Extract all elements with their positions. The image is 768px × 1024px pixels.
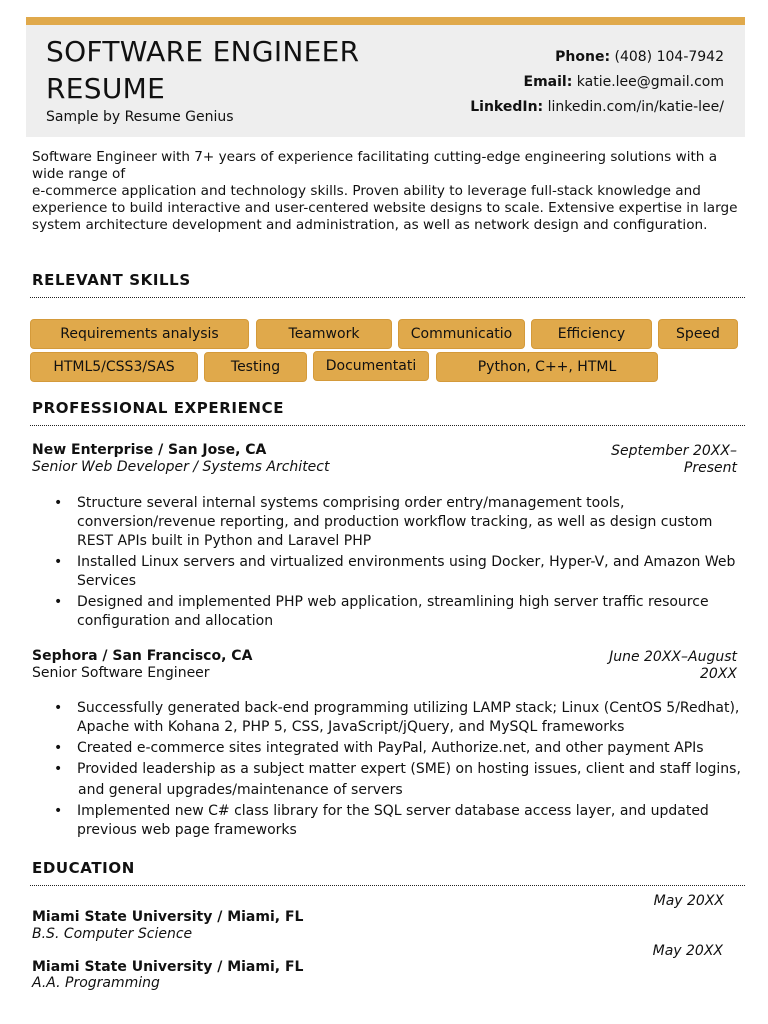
- experience-divider: [30, 425, 745, 426]
- skill-chip: Speed: [658, 319, 738, 349]
- job-2-date-start: June 20XX–August: [609, 649, 737, 665]
- job-1-bullets: [54, 494, 742, 633]
- summary-line-1: Software Engineer with 7+ years of experience facilitating cutting-edge engineering solutions with a wide range of: [32, 149, 718, 182]
- resume-subtitle: Sample by Resume Genius: [46, 109, 234, 125]
- list-item: • Implemented new C# class library for the SQL server database access layer, and updated previous web page frameworks: [54, 802, 742, 840]
- skills-heading: RELEVANT SKILLS: [32, 271, 191, 289]
- skill-chip: HTML5/CSS3/SAS: [30, 352, 198, 382]
- edu-2-date: May 20XX: [652, 943, 723, 959]
- job-2-company: Sephora / San Francisco, CA: [32, 648, 253, 664]
- job-2-date-end: 20XX: [700, 666, 737, 682]
- accent-top-bar: [26, 17, 745, 25]
- linkedin-label: LinkedIn:: [470, 99, 544, 115]
- phone-value: (408) 104-7942: [614, 49, 724, 65]
- list-item: • Successfully generated back-end programming utilizing LAMP stack; Linux (CentOS 5/Redhat), Apache with Kohana 2, PHP 5, CSS, JavaScript/jQuery, and MySQL frameworks: [54, 699, 742, 737]
- edu-2-degree: A.A. Programming: [32, 975, 160, 991]
- skill-chip: Requirements analysis: [30, 319, 249, 349]
- linkedin-value[interactable]: linkedin.com/in/katie-lee/: [547, 99, 724, 115]
- skill-chip: Teamwork: [256, 319, 392, 349]
- skill-chip: Python, C++, HTML: [436, 352, 658, 382]
- experience-heading: PROFESSIONAL EXPERIENCE: [32, 399, 285, 417]
- email-label: Email:: [523, 74, 573, 90]
- edu-1-date: May 20XX: [653, 893, 724, 909]
- education-divider: [30, 885, 745, 886]
- job-2-bullets: [54, 699, 742, 842]
- edu-2-school: Miami State University / Miami, FL: [32, 959, 304, 975]
- job-1-date: [611, 443, 737, 477]
- linkedin-row: [470, 95, 724, 120]
- phone-label: Phone:: [555, 49, 611, 65]
- skills-divider: [30, 297, 745, 298]
- job-2-date: [609, 649, 737, 683]
- resume-title: SOFTWARE ENGINEER RESUME: [46, 35, 360, 105]
- summary-line-2: e-commerce application and technology skills. Proven ability to leverage full-stack knowledge and experience to build interactive and user-centered website designs to scale. Extensive expertise in large system architecture development and administration, as well as network design and configuration.: [32, 183, 738, 233]
- skill-chip: Testing: [204, 352, 307, 382]
- list-item-continuation: and general upgrades/maintenance of servers: [78, 782, 403, 798]
- edu-1-school: Miami State University / Miami, FL: [32, 909, 304, 925]
- job-1-role: Senior Web Developer / Systems Architect: [32, 459, 330, 475]
- skill-chip: Communicatio: [398, 319, 525, 349]
- email-value[interactable]: katie.lee@gmail.com: [576, 74, 724, 90]
- resume-header: [26, 25, 745, 137]
- job-1-date-start: September 20XX–: [611, 443, 737, 459]
- list-item: • Designed and implemented PHP web application, streamlining high server traffic resource configuration and allocation: [54, 593, 742, 631]
- skill-chip: Efficiency: [531, 319, 652, 349]
- job-1-date-end: Present: [683, 460, 737, 476]
- skill-chip: Documentati: [313, 351, 429, 381]
- phone-row: [470, 45, 724, 70]
- list-item: • Provided leadership as a subject matter expert (SME) on hosting issues, client and staff logins,: [54, 760, 742, 779]
- contact-block: [470, 45, 724, 120]
- job-2-role: Senior Software Engineer: [32, 665, 210, 681]
- edu-1-degree: B.S. Computer Science: [32, 926, 193, 942]
- email-row: [470, 70, 724, 95]
- education-heading: EDUCATION: [32, 859, 135, 877]
- profile-summary: [32, 149, 742, 234]
- list-item: • Created e-commerce sites integrated with PayPal, Authorize.net, and other payment APIs: [54, 739, 742, 758]
- list-item: • Structure several internal systems comprising order entry/management tools, conversion/revenue reporting, and production workflow tracking, as well as design custom REST APIs built in Python and Laravel PHP: [54, 494, 742, 551]
- job-1-company: New Enterprise / San Jose, CA: [32, 442, 267, 458]
- list-item: • Installed Linux servers and virtualized environments using Docker, Hyper-V, and Amazon Web Services: [54, 553, 742, 591]
